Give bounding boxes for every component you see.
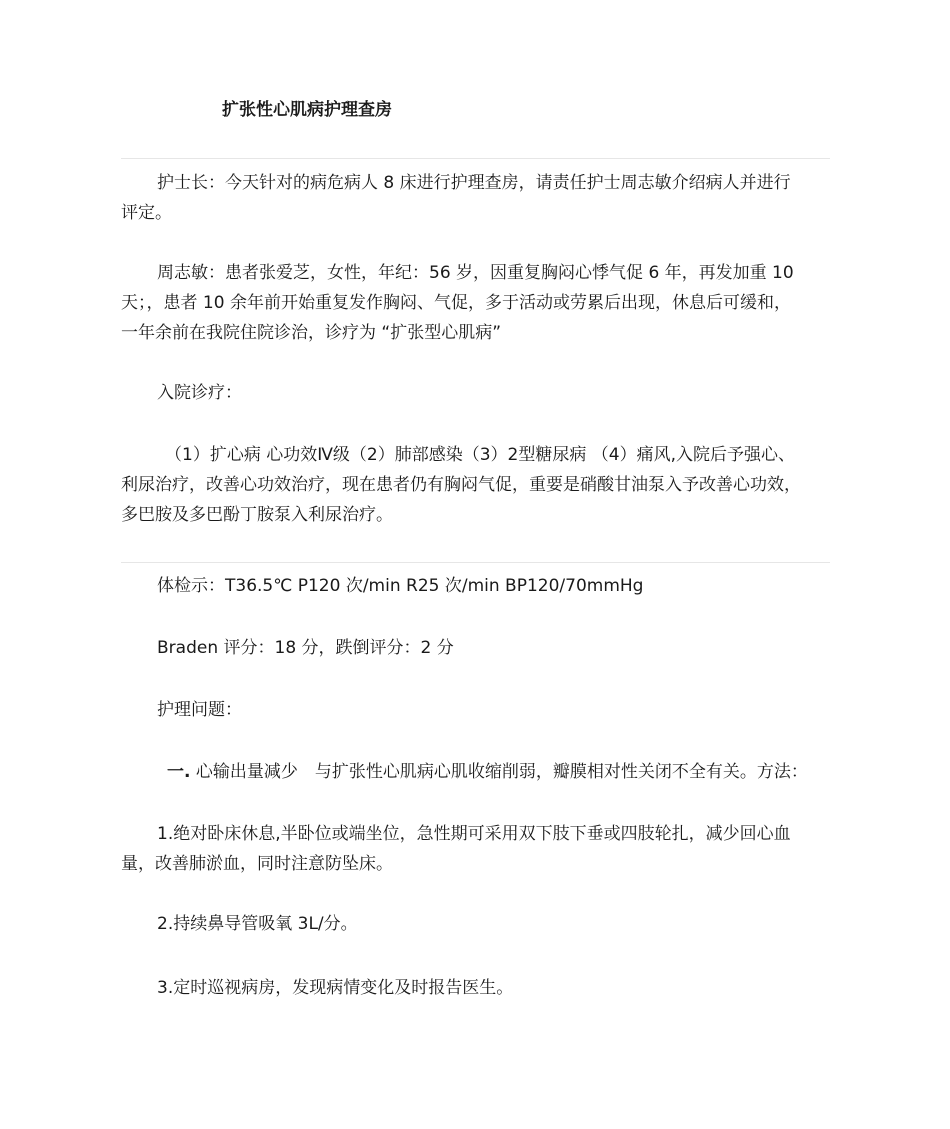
text-line: 多巴胺及多巴酚丁胺泵入利尿治疗。 [121, 505, 393, 525]
divider-top [121, 158, 830, 159]
text-line: 利尿治疗，改善心功效治疗，现在患者仍有胸闷气促，重要是硝酸甘油泵入予改善心功效， [121, 475, 801, 495]
paragraph-head-nurse [121, 168, 833, 228]
text-line: 周志敏：患者张爱芝，女性，年纪：56 岁，因重复胸闷心悸气促 6 年，再发加重 10 [157, 263, 794, 283]
admission-label: 入院诊疗： [157, 383, 242, 403]
problem-text: 心输出量减少 与扩张性心肌病心肌收缩削弱，瓣膜相对性关闭不全有关。方法： [190, 762, 808, 782]
text-line: 护士长：今天针对的病危病人 8 床进行护理查房，请责任护士周志敏介绍病人并进行 [157, 173, 791, 193]
document-title: 扩张性心肌病护理查房 [222, 100, 392, 120]
problem-one [121, 757, 808, 787]
text-line: 1.绝对卧床休息,半卧位或端坐位，急性期可采用双下肢下垂或四肢轮扎，减少回心血 [157, 824, 791, 844]
text-line: 一年余前在我院住院诊治，诊疗为 “扩张型心肌病” [121, 323, 502, 343]
text-line: 评定。 [121, 203, 172, 223]
paragraph-zhou-intro [121, 258, 833, 348]
text-line: 量，改善肺淤血，同时注意防坠床。 [121, 854, 393, 874]
measure-3: 3.定时巡视病房，发现病情变化及时报告医生。 [157, 978, 514, 998]
problem-number: 一. [167, 762, 191, 782]
braden-score: Braden 评分：18 分，跌倒评分：2 分 [157, 638, 454, 658]
physical-exam: 体检示：T36.5℃ P120 次/min R25 次/min BP120/70mmHg [157, 576, 644, 596]
measure-2: 2.持续鼻导管吸氧 3L/分。 [157, 914, 358, 934]
nursing-problems-label: 护理问题： [157, 700, 242, 720]
measure-1 [121, 819, 833, 879]
divider-middle [121, 562, 830, 563]
text-line: 天；，患者 10 余年前开始重复发作胸闷、气促，多于活动或劳累后出现，休息后可缓和， [121, 293, 791, 313]
text-line: （1）扩心病 心功效Ⅳ级（2）肺部感染（3）2型糖尿病 （4）痛风,入院后予强心、 [165, 445, 795, 465]
paragraph-diagnosis [121, 440, 833, 530]
